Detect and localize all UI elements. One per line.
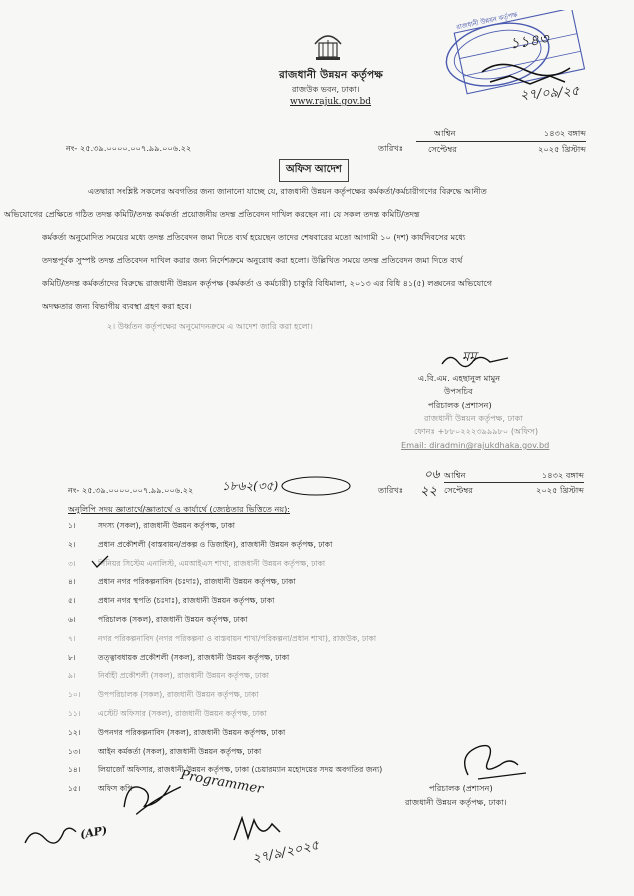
bangla-year-2: ১৪৩২ বঙ্গাব্দ [542,470,584,480]
order-title: অফিস আদেশ [279,159,349,182]
body-line: কর্মকর্তা অনুমোদিত সময়ের মধ্যে তদন্ত প্রতিবেদন জমা দিতে ব্যর্থ হয়েছেন তাদের শেষবারের মতো আগামী ১০ (দশ) কার্যদিবসের মধ্যে [42,232,466,243]
hand-day-1: ০৬ [424,467,440,481]
list-item: ১০। উপপরিচালক (সকল), রাজধানী উন্নয়ন কর্তৃপক্ষ, ঢাকা [68,690,259,700]
handwritten-date: ২৭/৯/২০২৫ [250,838,321,867]
list-item: ১৪। লিয়াজোঁ অফিসার, রাজধানী উন্নয়ন কর্তৃপক্ষ, ঢাকা (চেয়ারম্যান মহোদয়ের সদয় অবগতির জন্য) [68,765,383,775]
signatory-designation: পরিচালক (প্রশাসন) [428,400,492,410]
signature-1 [438,350,518,372]
list-item: ৮। তত্ত্বাবধায়ক প্রকৌশলী (সকল), রাজধানী উন্নয়ন কর্তৃপক্ষ, ঢাকা [68,652,290,662]
list-item: ১১। এস্টেট অফিসার (সকল), রাজধানী উন্নয়ন কর্তৃপক্ষ, ঢাকা [68,708,267,718]
stamp-date: ২৭/০৯/২৫ [519,83,580,104]
body-line: অভিযোগের প্রেক্ষিতে গঠিত তদন্ত কমিটি/তদন্ত কর্মকর্তা প্রয়োজনীয় তদন্ত প্রতিবেদন দাখিল করছেন না। যে সকল তদন্ত কমিটি/তদন্ত [4,208,420,219]
bangla-year: ১৪৩২ বঙ্গাব্দ [544,128,586,138]
list-item: ৫। প্রধান নগর স্থপতি (চঃদাঃ), রাজধানী উন্নয়ন কর্তৃপক্ষ, ঢাকা [68,596,275,606]
english-year: ২০২৫ খ্রিস্টাব্দ [538,144,586,155]
english-year-2: ২০২৫ খ্রিস্টাব্দ [536,485,584,496]
list-item: ৯। নির্বাহী প্রকৌশলী (সকল), রাজধানী উন্নয়ন কর্তৃপক্ষ, ঢাকা [68,671,269,681]
distribution-heading: অনুলিপি সদয় জ্ঞাতার্থে/জ্ঞাতার্থে ও কার্যার্থে (জ্যেষ্ঠতার ভিত্তিতে নয়): [68,504,291,514]
date-label: তারিখঃ [378,143,404,153]
english-month: সেপ্টেম্বর [428,144,457,155]
list-item: ১২। উপনগর পরিকল্পনাবিদ (সকল), রাজধানী উন্নয়ন কর্তৃপক্ষ, ঢাকা [68,727,286,737]
english-month-2: সেপ্টেম্বর [444,485,473,496]
date-block [416,128,586,155]
list-item: ৪। প্রধান নগর পরিকল্পনাবিদ (চঃদাঃ), রাজধানী উন্নয়ন কর্তৃপক্ষ, ঢাকা [68,577,296,587]
list-item: ২। প্রধান প্রকৌশলী (বাস্তবায়ন/প্রকল্প ও ডিজাইন), রাজধানী উন্নয়ন কর্তৃপক্ষ, ঢাকা [68,539,333,549]
body-line: অদক্ষতার জন্য বিভাগীয় ব্যবস্থা গ্রহণ করা হবে। [42,300,192,311]
list-item: ১৫। অফিস কপি [68,784,133,794]
memo-handwritten-suffix: ১৮৬২(৩৫) [222,479,279,493]
signature-2 [448,735,538,785]
bangla-month: আশ্বিন [434,128,456,138]
list-item: ১। সদস্য (সকল), রাজধানী উন্নয়ন কর্তৃপক্ষ, ঢাকা [68,521,235,530]
list-item: ৬। পরিচালক (সকল), রাজধানী উন্নয়ন কর্তৃপক্ষ, ঢাকা [68,614,248,624]
org-address: রাজউক ভবন, ঢাকা। [292,84,360,94]
body-line: এতদ্বারা সংশ্লিষ্ট সকলের অবগতির জন্য জানানো যাচ্ছে যে, রাজধানী উন্নয়ন কর্তৃপক্ষের কর্মকর্তা/কর্মচারীগণের বিরুদ্ধে আনীত [88,186,487,196]
stamp-ring-text: রাজধানী উন্নয়ন কর্তৃপক্ষ [455,10,519,32]
body-line: কমিটি/তদন্ত কর্মকর্তাদের বিরুদ্ধে রাজধানী উন্নয়ন কর্তৃপক্ষ (কর্মকর্তা ও কর্মচারী) চাকুরি বিধিমালা, ২০১৩ এর বিধি ৪১(৫) লঙ্ঘনের অভিযোগে [42,277,493,288]
handwritten-ap-note: (AP) [79,823,109,842]
approval-line: ২। উর্ধ্বতন কর্তৃপক্ষের অনুমোদনক্রমে এ আদেশ জারি করা হলো। [107,321,313,331]
stamp-number: ১১৪৩ [508,29,550,53]
signatory-rank: উপসচিব [444,386,473,396]
signatory-office: রাজধানী উন্নয়ন কর্তৃপক্ষ, ঢাকা [424,413,523,423]
body-line: তদন্তপূর্বক সুস্পষ্ট তদন্ত প্রতিবেদন দাখিল করার জন্য নির্দেশক্রমে অনুরোধ করা হলো। উল্লিখিত সময়ে তদন্ত প্রতিবেদন জমা দিতে ব্যর্থ [42,255,463,266]
date-block-2 [444,470,584,496]
date-label-2: তারিখঃ [378,485,404,495]
org-name: রাজধানী উন্নয়ন কর্তৃপক্ষ [279,69,384,81]
signature-initial: মম [462,350,477,365]
signatory2-office: রাজধানী উন্নয়ন কর্তৃপক্ষ, ঢাকা। [405,797,507,807]
org-website[interactable]: www.rajuk.gov.bd [290,97,372,107]
rajuk-logo [313,30,343,64]
check-mark-icon [90,555,110,569]
list-item: ১৩। আইন কর্মকর্তা (সকল), রাজধানী উন্নয়ন কর্তৃপক্ষ, ঢাকা [68,746,262,756]
signatory-phone: ফোনঃ +৮৮০২২২৩৯৯৯৮০ (অফিস) [414,426,539,436]
signatory-name: এ.বি.এম. এহছানুল মামুন [418,373,501,383]
order-body [4,186,627,311]
memo-suffix-circle [278,474,354,498]
hand-day-2: ২২ [420,484,437,499]
bangla-month-2: আশ্বিন [444,470,466,480]
memo-number-2: নং- ২৫.৩৯.০০০০.০০৭.৯৯.০০৬.২২ [68,485,194,495]
handwritten-programmer: Programmer [179,767,265,798]
signatory-email[interactable]: Email: diradmin@rajukdhaka.gov.bd [401,440,550,450]
list-item: ৭। নগর পরিকল্পনাবিদ (নগর পরিকল্পনা ও বাস্তবায়ন শাখা/পরিকল্পনা/প্রধান শাখা), রাজউক, ঢাকা [68,633,377,643]
list-item: ৩। সিনিয়র সিস্টেম এনালিস্ট, এমআইএস শাখা, রাজধানী উন্নয়ন কর্তৃপক্ষ, ঢাকা [68,558,326,568]
signatory2-designation: পরিচালক (প্রশাসন) [429,783,493,793]
memo-number: নং- ২৫.৩৯.০০০০.০০৭.৯৯.০০৬.২২ [66,143,192,153]
